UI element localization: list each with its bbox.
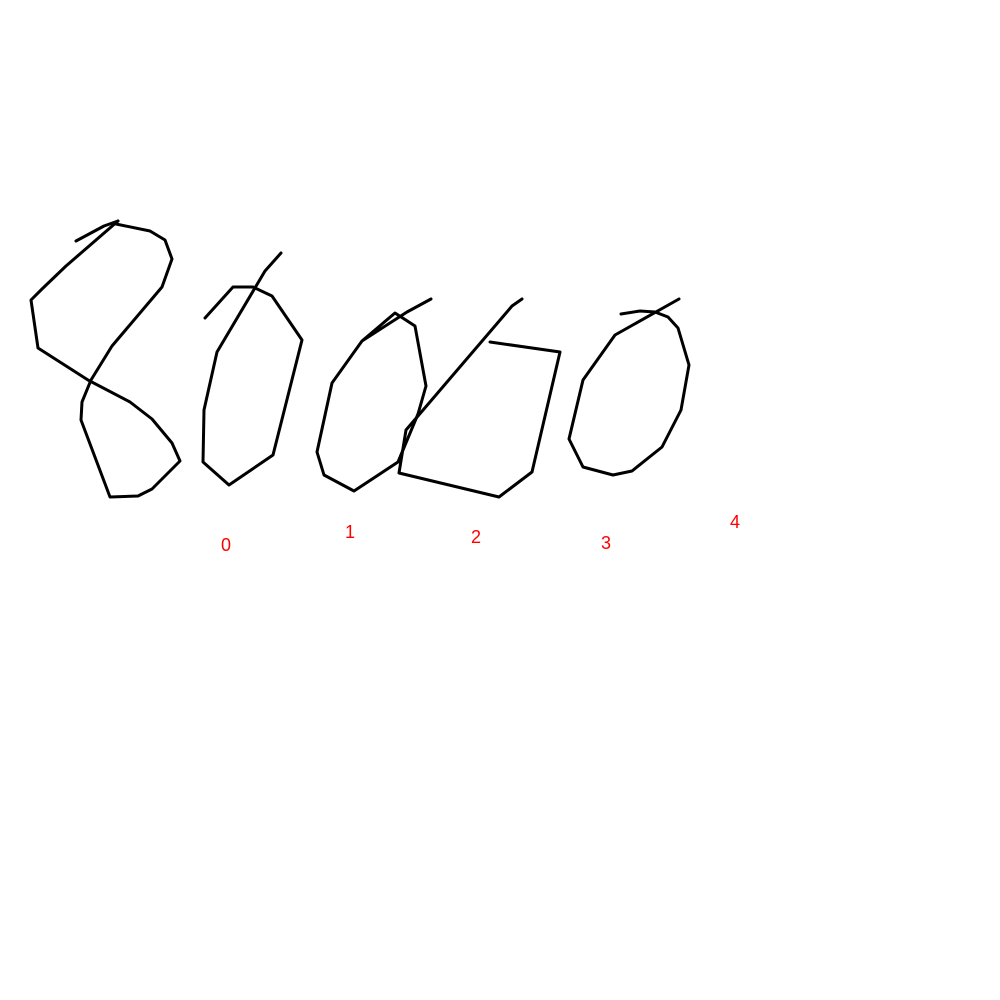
index-label-4: 4 — [729, 512, 741, 532]
stroke-glyph-1-body — [317, 299, 431, 491]
index-label-2: 2 — [470, 527, 482, 547]
index-label-3: 3 — [600, 533, 612, 553]
stroke-glyph-3-body — [569, 299, 689, 475]
stroke-glyph-3-top — [621, 311, 655, 314]
index-label-0: 0 — [220, 535, 232, 555]
stroke-glyph-0-body — [203, 253, 302, 485]
stroke-glyph-eight-body — [31, 221, 180, 497]
index-label-1: 1 — [344, 522, 356, 542]
